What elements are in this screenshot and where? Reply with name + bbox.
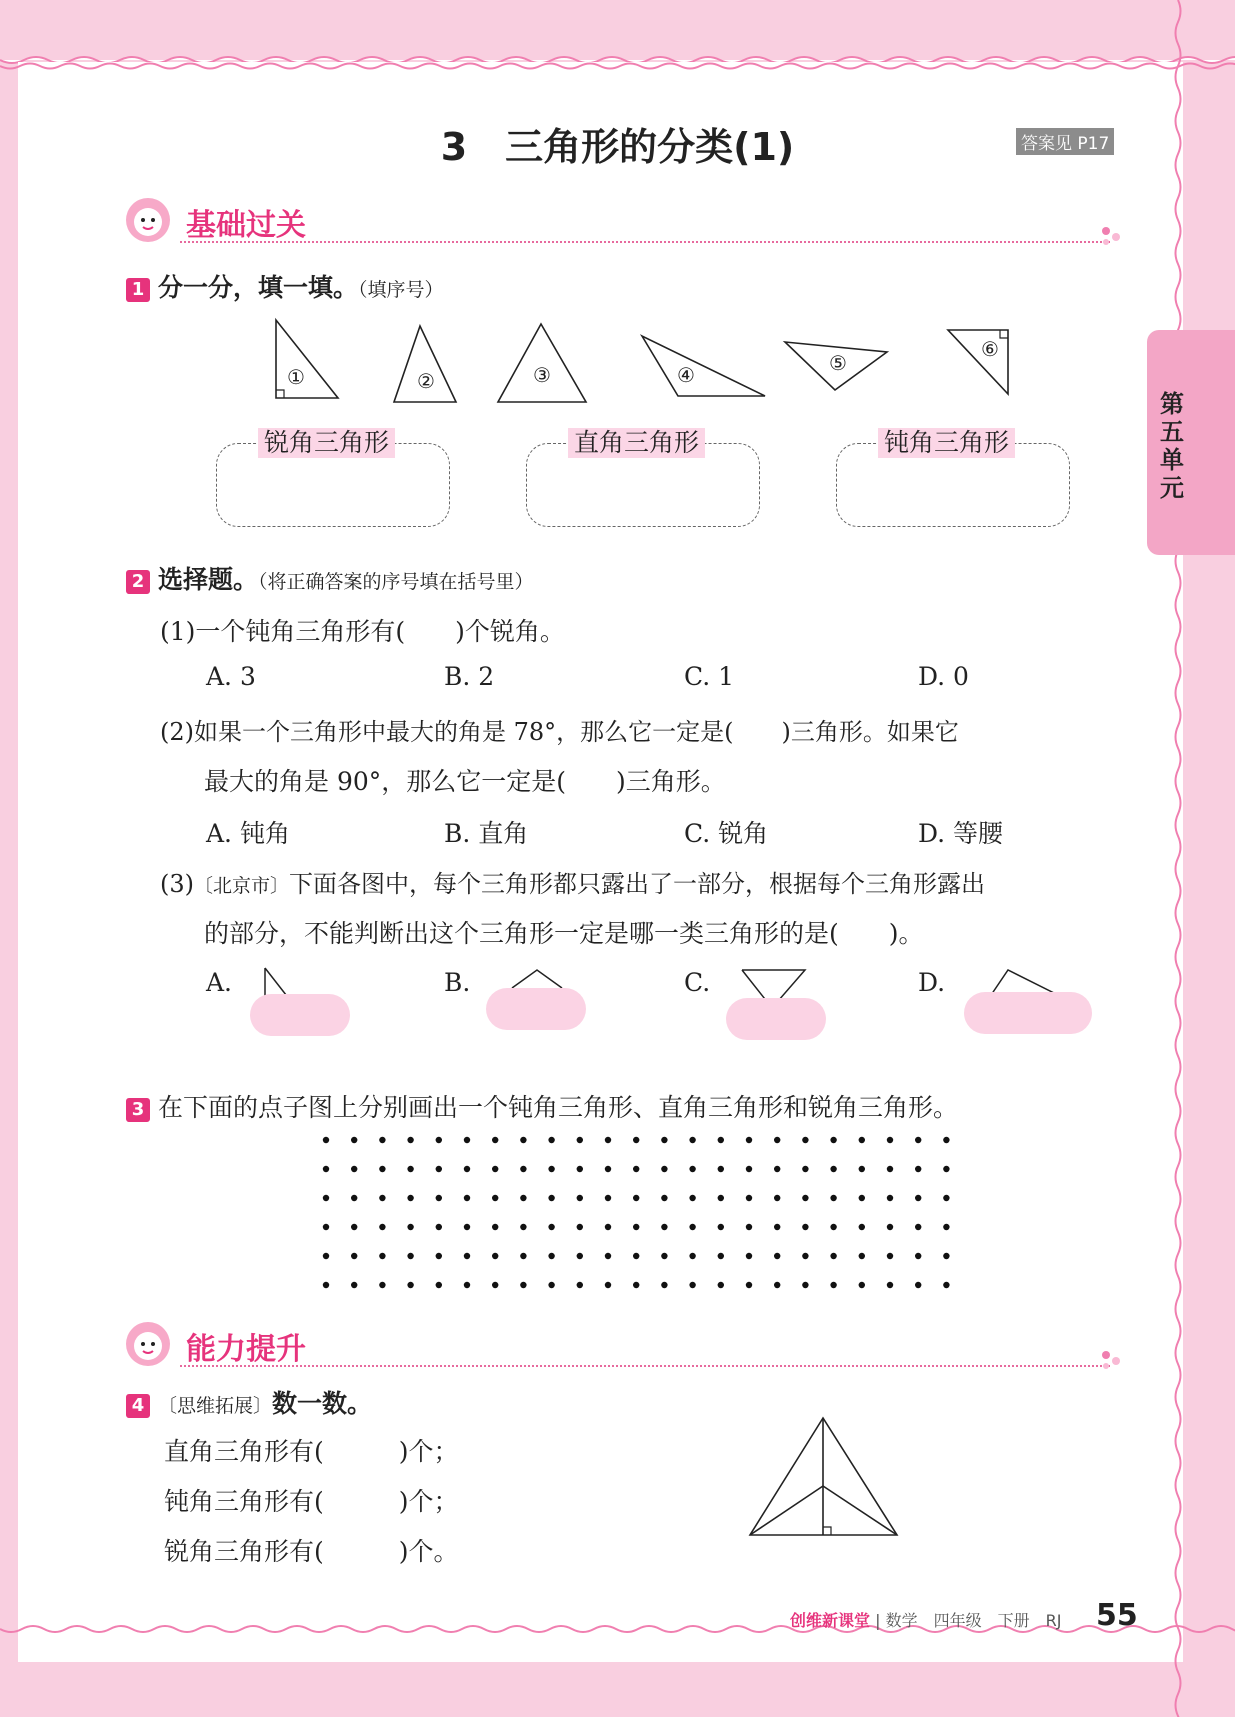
grid-dot[interactable] <box>520 1137 526 1143</box>
grid-dot[interactable] <box>915 1282 921 1288</box>
grid-dot[interactable] <box>802 1195 808 1201</box>
grid-dot[interactable] <box>548 1137 554 1143</box>
grid-dot[interactable] <box>943 1195 949 1201</box>
grid-dot[interactable] <box>943 1224 949 1230</box>
footer-brand: 创维新课堂 <box>790 1611 871 1630</box>
grid-dot[interactable] <box>464 1253 470 1259</box>
grid-dot[interactable] <box>830 1224 836 1230</box>
grid-dot[interactable] <box>746 1224 752 1230</box>
grid-dot[interactable] <box>407 1282 413 1288</box>
grid-dot[interactable] <box>718 1195 724 1201</box>
cover-cloud-d <box>964 992 1092 1034</box>
grid-dot[interactable] <box>323 1224 329 1230</box>
grid-dot[interactable] <box>915 1166 921 1172</box>
grid-dot[interactable] <box>520 1166 526 1172</box>
section-basic-divider <box>180 241 1110 243</box>
grid-dot[interactable] <box>605 1253 611 1259</box>
grid-dot[interactable] <box>577 1166 583 1172</box>
grid-dot[interactable] <box>436 1253 442 1259</box>
grid-dot[interactable] <box>520 1253 526 1259</box>
grid-dot[interactable] <box>915 1253 921 1259</box>
q2-note: （将正确答案的序号填在括号里） <box>258 571 534 593</box>
grid-dot[interactable] <box>605 1166 611 1172</box>
grid-dot[interactable] <box>859 1137 865 1143</box>
grid-dot[interactable] <box>746 1282 752 1288</box>
section-advanced-divider <box>180 1365 1110 1367</box>
grid-dot[interactable] <box>746 1195 752 1201</box>
grid-dot[interactable] <box>633 1166 639 1172</box>
triangle-6-shape <box>948 330 1008 394</box>
grid-dot[interactable] <box>492 1137 498 1143</box>
grid-dot[interactable] <box>915 1224 921 1230</box>
grid-dot[interactable] <box>464 1166 470 1172</box>
right-wave-border <box>1160 0 1200 1717</box>
grid-dot[interactable] <box>464 1224 470 1230</box>
grid-dot[interactable] <box>464 1195 470 1201</box>
grid-dot[interactable] <box>605 1137 611 1143</box>
grid-dot[interactable] <box>830 1137 836 1143</box>
grid-dot[interactable] <box>859 1282 865 1288</box>
triangle-4-label: ④ <box>677 363 695 387</box>
grid-dot[interactable] <box>379 1282 385 1288</box>
grid-dot[interactable] <box>633 1282 639 1288</box>
grid-dot[interactable] <box>577 1253 583 1259</box>
grid-dot[interactable] <box>492 1166 498 1172</box>
grid-dot[interactable] <box>577 1195 583 1201</box>
grid-dot[interactable] <box>436 1166 442 1172</box>
grid-dot[interactable] <box>689 1195 695 1201</box>
grid-dot[interactable] <box>436 1137 442 1143</box>
grid-dot[interactable] <box>436 1195 442 1201</box>
grid-dot[interactable] <box>379 1253 385 1259</box>
triangle-2-label: ② <box>417 369 435 393</box>
q1-heading <box>126 268 444 304</box>
grid-dot[interactable] <box>577 1282 583 1288</box>
q2-p3-source: 〔北京市〕 <box>194 875 290 897</box>
grid-dot[interactable] <box>492 1224 498 1230</box>
grid-dot[interactable] <box>689 1166 695 1172</box>
footer-separator: | <box>875 1611 886 1630</box>
grid-dot[interactable] <box>915 1137 921 1143</box>
grid-dot[interactable] <box>830 1282 836 1288</box>
grid-dot[interactable] <box>859 1166 865 1172</box>
grid-dot[interactable] <box>548 1195 554 1201</box>
q1-title: 分一分，填一填。 <box>158 273 359 302</box>
grid-dot[interactable] <box>407 1137 413 1143</box>
partial-triangle-b <box>512 970 562 988</box>
q4-title: 数一数。 <box>272 1389 373 1418</box>
grid-dot[interactable] <box>802 1137 808 1143</box>
dots-decoration-icon-2 <box>1100 1350 1124 1370</box>
grid-dot[interactable] <box>407 1195 413 1201</box>
q4-number: 4 <box>126 1394 150 1418</box>
grid-dot[interactable] <box>689 1253 695 1259</box>
q2-p2-option-c: C. 锐角 <box>684 819 769 848</box>
mascot-icon <box>124 196 172 244</box>
q2-title: 选择题。 <box>158 565 259 594</box>
grid-dot[interactable] <box>548 1253 554 1259</box>
grid-dot[interactable] <box>633 1137 639 1143</box>
grid-dot[interactable] <box>802 1224 808 1230</box>
q4-heading <box>126 1384 372 1420</box>
q2-p1-option-a: A. 3 <box>206 662 256 691</box>
grid-dot[interactable] <box>464 1282 470 1288</box>
grid-dot[interactable] <box>830 1253 836 1259</box>
q2-p2-option-a: A. 钝角 <box>206 819 290 848</box>
q3-heading <box>126 1088 958 1124</box>
grid-dot[interactable] <box>436 1224 442 1230</box>
q1-number: 1 <box>126 278 150 302</box>
q2-p1-stem: (1)一个钝角三角形有( )个锐角。 <box>160 617 565 646</box>
grid-dot[interactable] <box>830 1195 836 1201</box>
grid-dot[interactable] <box>774 1224 780 1230</box>
acute-triangle-box-label: 锐角三角形 <box>258 428 395 458</box>
grid-dot[interactable] <box>323 1253 329 1259</box>
grid-dot[interactable] <box>407 1224 413 1230</box>
grid-dot[interactable] <box>689 1224 695 1230</box>
unit-side-tab-label: 第五单元 <box>1160 390 1184 502</box>
grid-dot[interactable] <box>605 1195 611 1201</box>
q3-number: 3 <box>126 1098 150 1122</box>
grid-dot[interactable] <box>520 1282 526 1288</box>
grid-dot[interactable] <box>464 1137 470 1143</box>
q3-text: 在下面的点子图上分别画出一个钝角三角形、直角三角形和锐角三角形。 <box>158 1093 959 1122</box>
q2-p3-option-c: C. <box>684 968 711 997</box>
grid-dot[interactable] <box>548 1282 554 1288</box>
grid-dot[interactable] <box>323 1282 329 1288</box>
grid-dot[interactable] <box>859 1224 865 1230</box>
page-title: 3 三角形的分类(1) <box>440 125 795 169</box>
grid-dot[interactable] <box>436 1282 442 1288</box>
triangle-6-label: ⑥ <box>981 337 999 361</box>
grid-dot[interactable] <box>661 1137 667 1143</box>
grid-dot[interactable] <box>802 1253 808 1259</box>
grid-dot[interactable] <box>689 1282 695 1288</box>
q2-p3-stem-line1 <box>160 864 985 899</box>
grid-dot[interactable] <box>718 1137 724 1143</box>
q2-p2-stem-line1: (2)如果一个三角形中最大的角是 78°，那么它一定是( )三角形。如果它 <box>160 718 959 746</box>
grid-dot[interactable] <box>492 1282 498 1288</box>
grid-dot[interactable] <box>943 1282 949 1288</box>
grid-dot[interactable] <box>548 1166 554 1172</box>
grid-dot[interactable] <box>351 1137 357 1143</box>
grid-dot[interactable] <box>802 1166 808 1172</box>
grid-dot[interactable] <box>859 1195 865 1201</box>
q2-p3-prefix: (3) <box>160 870 194 898</box>
grid-dot[interactable] <box>379 1224 385 1230</box>
grid-dot[interactable] <box>407 1253 413 1259</box>
grid-dot[interactable] <box>351 1166 357 1172</box>
grid-dot[interactable] <box>774 1282 780 1288</box>
q2-p3-option-a: A. <box>206 968 233 997</box>
triangle-5-label: ⑤ <box>829 351 847 375</box>
grid-dot[interactable] <box>351 1282 357 1288</box>
grid-dot[interactable] <box>718 1166 724 1172</box>
grid-dot[interactable] <box>661 1282 667 1288</box>
q2-p1-option-d: D. 0 <box>918 662 969 691</box>
grid-dot[interactable] <box>887 1224 893 1230</box>
grid-dot[interactable] <box>887 1195 893 1201</box>
grid-dot[interactable] <box>661 1224 667 1230</box>
answer-reference: 答案见 P17 <box>1016 128 1114 155</box>
q2-p1-option-c: C. 1 <box>684 662 735 691</box>
grid-dot[interactable] <box>774 1137 780 1143</box>
q2-p2-stem-line2: 最大的角是 90°，那么它一定是( )三角形。 <box>204 767 726 796</box>
grid-dot[interactable] <box>323 1195 329 1201</box>
top-wave-edge <box>0 44 1235 84</box>
grid-dot[interactable] <box>887 1166 893 1172</box>
grid-dot[interactable] <box>915 1195 921 1201</box>
q1-note: （填序号） <box>358 279 444 301</box>
q2-p3-option-b: B. <box>444 968 471 997</box>
grid-dot[interactable] <box>718 1282 724 1288</box>
grid-dot[interactable] <box>943 1166 949 1172</box>
grid-dot[interactable] <box>605 1224 611 1230</box>
grid-dot[interactable] <box>661 1253 667 1259</box>
cover-cloud-b <box>486 988 586 1030</box>
grid-dot[interactable] <box>323 1166 329 1172</box>
triangle-4-shape <box>642 336 765 396</box>
q1-triangles <box>230 310 1110 410</box>
grid-dot[interactable] <box>661 1166 667 1172</box>
q2-number: 2 <box>126 570 150 594</box>
grid-dot[interactable] <box>943 1137 949 1143</box>
grid-dot[interactable] <box>830 1166 836 1172</box>
grid-dot[interactable] <box>774 1166 780 1172</box>
grid-dot[interactable] <box>943 1253 949 1259</box>
grid-dot[interactable] <box>633 1224 639 1230</box>
grid-dot[interactable] <box>633 1195 639 1201</box>
grid-dot[interactable] <box>351 1253 357 1259</box>
q4-line-acute: 锐角三角形有( )个。 <box>164 1537 459 1566</box>
dots-decoration-icon <box>1100 226 1124 246</box>
grid-dot[interactable] <box>887 1253 893 1259</box>
cover-cloud-c <box>726 998 826 1040</box>
section-basic-title: 基础过关 <box>186 208 306 243</box>
grid-dot[interactable] <box>520 1224 526 1230</box>
q4-line-obtuse: 钝角三角形有( )个； <box>164 1487 459 1516</box>
grid-dot[interactable] <box>746 1253 752 1259</box>
footer-subject: 数学 四年级 下册 RJ <box>885 1611 1062 1630</box>
grid-dot[interactable] <box>859 1253 865 1259</box>
grid-dot[interactable] <box>492 1195 498 1201</box>
grid-dot[interactable] <box>577 1224 583 1230</box>
grid-dot[interactable] <box>577 1137 583 1143</box>
grid-dot[interactable] <box>718 1253 724 1259</box>
grid-dot[interactable] <box>379 1166 385 1172</box>
grid-dot[interactable] <box>746 1166 752 1172</box>
q2-p3-option-d: D. <box>918 968 946 997</box>
grid-dot[interactable] <box>520 1195 526 1201</box>
mascot-icon-2 <box>124 1320 172 1368</box>
grid-dot[interactable] <box>492 1253 498 1259</box>
grid-dot[interactable] <box>379 1195 385 1201</box>
grid-dot[interactable] <box>887 1282 893 1288</box>
q2-p1-option-b: B. 2 <box>444 662 495 691</box>
q2-p2-option-d: D. 等腰 <box>918 819 1004 848</box>
grid-dot[interactable] <box>548 1224 554 1230</box>
grid-dot[interactable] <box>379 1137 385 1143</box>
cover-cloud-a <box>250 994 350 1036</box>
q2-p2-option-b: B. 直角 <box>444 819 529 848</box>
grid-dot[interactable] <box>323 1137 329 1143</box>
q4-line-right: 直角三角形有( )个； <box>164 1437 459 1466</box>
triangle-3-label: ③ <box>533 363 551 387</box>
q2-p3-stem-line2: 的部分，不能判断出这个三角形一定是哪一类三角形的是( )。 <box>204 919 924 948</box>
grid-dot[interactable] <box>887 1137 893 1143</box>
grid-dot[interactable] <box>802 1282 808 1288</box>
grid-dot[interactable] <box>605 1282 611 1288</box>
triangle-1-shape <box>276 320 338 398</box>
q4-tag: 〔思维拓展〕 <box>158 1395 273 1417</box>
grid-dot[interactable] <box>407 1166 413 1172</box>
grid-dot[interactable] <box>774 1253 780 1259</box>
footer-info <box>790 1608 1061 1631</box>
grid-dot[interactable] <box>661 1195 667 1201</box>
dot-grid[interactable] <box>318 1128 968 1303</box>
grid-dot[interactable] <box>689 1137 695 1143</box>
q2-p3-text: 下面各图中，每个三角形都只露出了一部分，根据每个三角形露出 <box>289 870 986 898</box>
page-number: 55 <box>1096 1598 1138 1633</box>
grid-dot[interactable] <box>351 1224 357 1230</box>
grid-dot[interactable] <box>746 1137 752 1143</box>
grid-dot[interactable] <box>774 1195 780 1201</box>
grid-dot[interactable] <box>718 1224 724 1230</box>
section-advanced-title: 能力提升 <box>186 1332 306 1367</box>
obtuse-triangle-box-label: 钝角三角形 <box>878 428 1015 458</box>
right-triangle-box-label: 直角三角形 <box>568 428 705 458</box>
grid-dot[interactable] <box>351 1195 357 1201</box>
q2-heading <box>126 560 534 596</box>
grid-dot[interactable] <box>633 1253 639 1259</box>
q4-figure <box>740 1410 910 1540</box>
triangle-1-label: ① <box>287 365 305 389</box>
